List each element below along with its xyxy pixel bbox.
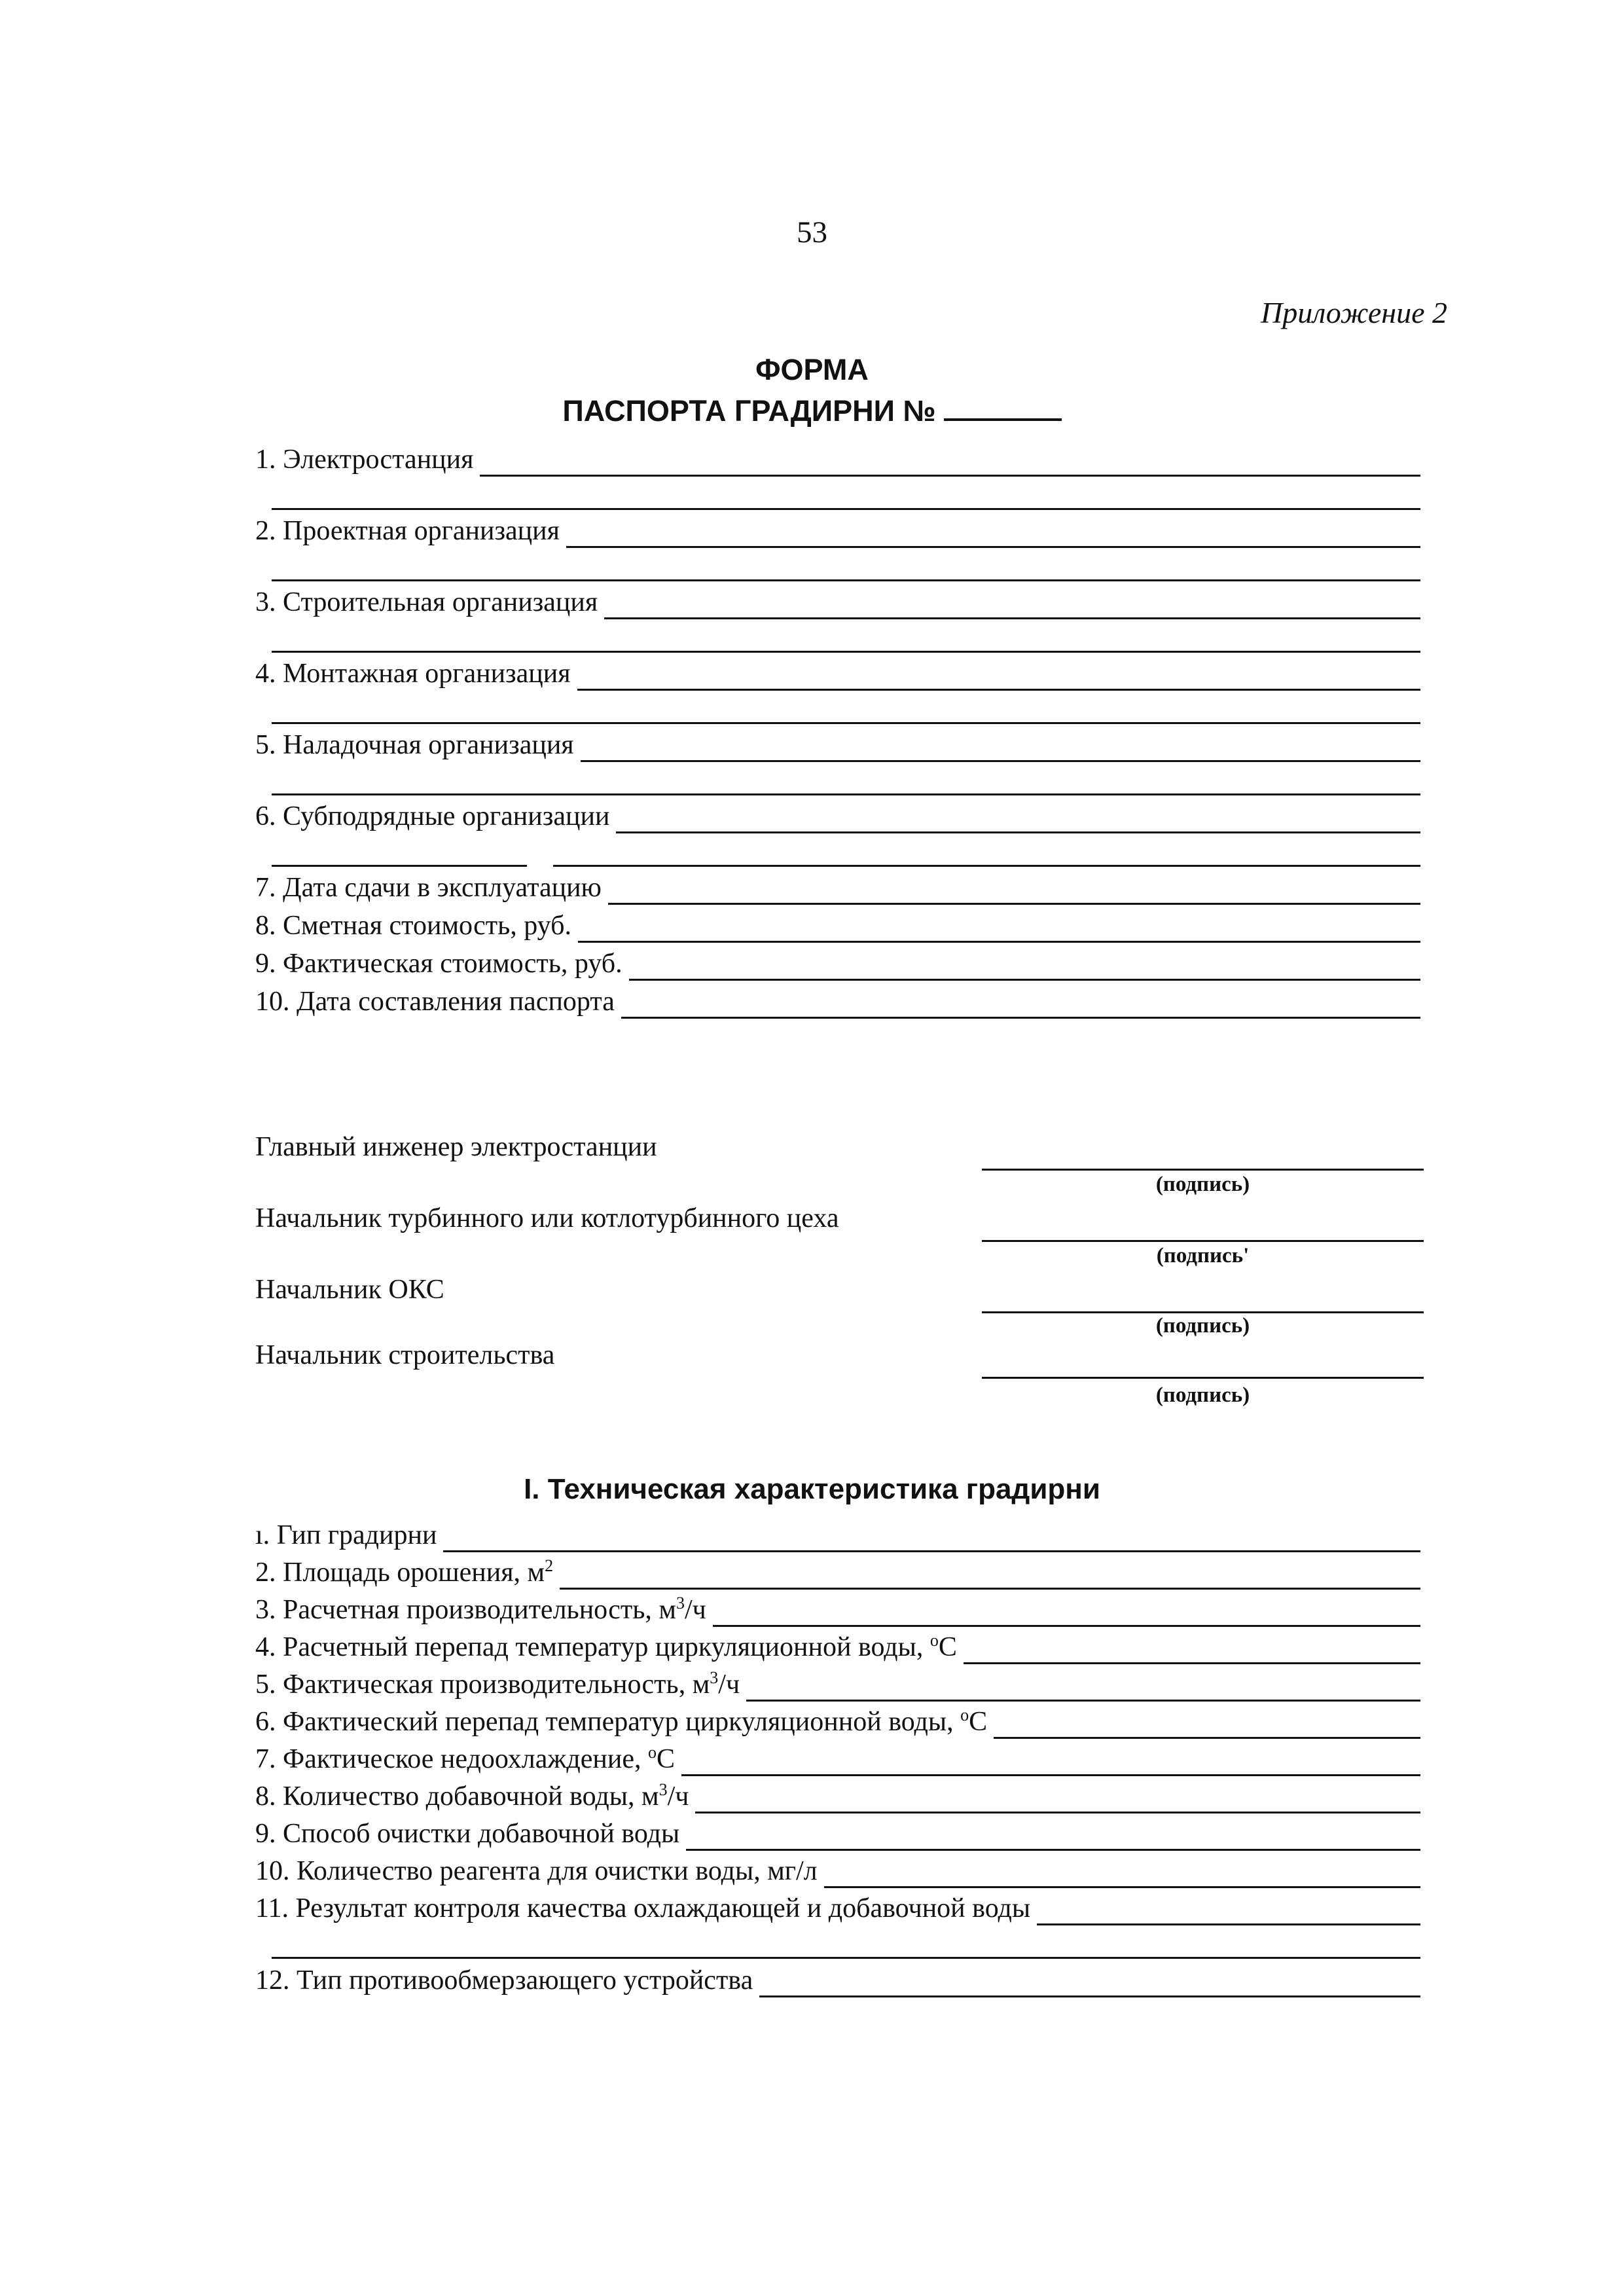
- signature-role-oks-head: Начальник ОКС: [255, 1275, 444, 1305]
- continuation-line[interactable]: [272, 579, 1420, 581]
- passport-number-field[interactable]: [944, 390, 1062, 421]
- field-line[interactable]: [824, 1859, 1420, 1888]
- field-power-station[interactable]: [255, 440, 1420, 477]
- field-estimated-cost[interactable]: [255, 906, 1420, 943]
- field-label: [255, 1705, 994, 1739]
- field-line[interactable]: [621, 989, 1420, 1019]
- signature-caption: (подпись): [1155, 1314, 1250, 1338]
- field-label: 3. Строительная организация: [255, 587, 598, 617]
- unit-superscript: о: [960, 1705, 969, 1724]
- appendix-label: Приложение 2: [1260, 296, 1447, 329]
- tech-field-type[interactable]: [255, 1516, 1420, 1552]
- tech-field-makeup-water-treatment[interactable]: [255, 1814, 1420, 1851]
- signature-caption: (подпись': [1156, 1244, 1250, 1267]
- field-commissioning-organization[interactable]: [255, 725, 1420, 762]
- unit-tail: /ч: [684, 1595, 706, 1625]
- continuation-line[interactable]: [272, 1957, 1420, 1959]
- field-label-text: 2. Площадь орошения, м: [255, 1558, 545, 1588]
- continuation-line[interactable]: [272, 865, 527, 867]
- unit-superscript: 3: [676, 1594, 685, 1613]
- field-label-text: 4. Расчетный перепад температур циркуляционной воды,: [255, 1632, 930, 1662]
- signature-caption: (подпись): [1155, 1173, 1250, 1196]
- field-installation-organization[interactable]: [255, 654, 1420, 691]
- tech-field-design-temp-drop[interactable]: [255, 1628, 1420, 1664]
- signature-role-turbine-shop-head: Начальник турбинного или котлотурбинного цеха: [255, 1203, 839, 1233]
- field-line[interactable]: [566, 519, 1420, 548]
- tech-field-water-quality-control[interactable]: [255, 1889, 1420, 1925]
- continuation-line[interactable]: [553, 865, 1420, 867]
- field-construction-organization[interactable]: [255, 583, 1420, 619]
- tech-field-anti-icing-device[interactable]: [255, 1961, 1420, 1997]
- field-label: 9. Фактическая стоимость, руб.: [255, 949, 623, 979]
- continuation-line[interactable]: [272, 793, 1420, 795]
- field-label: 8. Сметная стоимость, руб.: [255, 911, 571, 941]
- signature-role-construction-head: Начальник строительства: [255, 1340, 555, 1370]
- field-passport-date[interactable]: [255, 982, 1420, 1019]
- field-label: [255, 1667, 746, 1702]
- field-label-text: 8. Количество добавочной воды, м: [255, 1781, 659, 1812]
- unit-superscript: 3: [659, 1780, 668, 1799]
- field-line[interactable]: [681, 1747, 1420, 1776]
- field-subcontractors[interactable]: [255, 797, 1420, 833]
- field-line[interactable]: [964, 1635, 1420, 1664]
- field-line[interactable]: [604, 590, 1420, 619]
- continuation-line[interactable]: [272, 508, 1420, 510]
- field-label: ı. Гип градирни: [255, 1520, 437, 1550]
- field-actual-cost[interactable]: [255, 944, 1420, 981]
- unit-superscript: 3: [710, 1668, 719, 1687]
- field-label-text: 3. Расчетная производительность, м: [255, 1595, 676, 1625]
- field-line[interactable]: [560, 1560, 1420, 1590]
- field-line[interactable]: [686, 1821, 1420, 1851]
- tech-field-irrigation-area[interactable]: [255, 1553, 1420, 1590]
- field-line[interactable]: [443, 1523, 1420, 1552]
- field-label: 12. Тип противообмерзающего устройства: [255, 1965, 753, 1995]
- signature-line[interactable]: [982, 1377, 1424, 1379]
- tech-field-actual-temp-drop[interactable]: [255, 1702, 1420, 1739]
- tech-field-makeup-water-amount[interactable]: [255, 1777, 1420, 1813]
- tech-field-actual-capacity[interactable]: [255, 1665, 1420, 1702]
- unit-superscript: о: [648, 1743, 657, 1762]
- field-label: [255, 1556, 560, 1590]
- field-label: 4. Монтажная организация: [255, 659, 571, 689]
- field-label: [255, 1779, 695, 1813]
- field-label: 5. Наладочная организация: [255, 730, 574, 760]
- field-line[interactable]: [994, 1709, 1420, 1739]
- field-line[interactable]: [695, 1784, 1420, 1813]
- unit-tail: С: [969, 1707, 988, 1737]
- field-label: [255, 1742, 681, 1776]
- signature-caption: (подпись): [1155, 1383, 1250, 1407]
- field-label: 1. Электростанция: [255, 445, 474, 475]
- field-line[interactable]: [713, 1597, 1420, 1627]
- field-line[interactable]: [581, 733, 1420, 762]
- unit-tail: С: [657, 1744, 676, 1774]
- tech-field-design-capacity[interactable]: [255, 1590, 1420, 1627]
- unit-tail: /ч: [718, 1669, 740, 1700]
- field-label-text: 6. Фактический перепад температур циркуляционной воды,: [255, 1707, 961, 1737]
- field-line[interactable]: [746, 1672, 1420, 1702]
- unit-superscript: 2: [545, 1556, 554, 1575]
- field-label: [255, 1630, 964, 1664]
- signature-role-chief-engineer: Главный инженер электростанции: [255, 1132, 657, 1162]
- form-subtitle-text: ПАСПОРТА ГРАДИРНИ №: [562, 394, 936, 428]
- field-line[interactable]: [759, 1968, 1420, 1997]
- tech-field-actual-undercooling[interactable]: [255, 1740, 1420, 1776]
- tech-field-reagent-amount[interactable]: [255, 1851, 1420, 1888]
- field-design-organization[interactable]: [255, 511, 1420, 548]
- field-label: 7. Дата сдачи в эксплуатацию: [255, 873, 602, 903]
- field-line[interactable]: [608, 875, 1420, 905]
- field-commissioning-date[interactable]: [255, 868, 1420, 905]
- page-number: 53: [797, 215, 827, 249]
- field-line[interactable]: [616, 804, 1420, 833]
- continuation-line[interactable]: [272, 722, 1420, 724]
- field-label: 10. Дата составления паспорта: [255, 987, 615, 1017]
- field-label: 2. Проектная организация: [255, 516, 560, 546]
- unit-tail: /ч: [667, 1781, 689, 1812]
- field-line[interactable]: [629, 951, 1420, 981]
- field-label: 9. Способ очистки добавочной воды: [255, 1819, 680, 1849]
- section-title: I. Техническая характеристика градирни: [524, 1473, 1100, 1505]
- field-label: 11. Результат контроля качества охлаждающей и добавочной воды: [255, 1893, 1031, 1923]
- field-line[interactable]: [1037, 1896, 1420, 1925]
- field-line[interactable]: [578, 913, 1420, 943]
- field-line[interactable]: [577, 661, 1420, 691]
- field-line[interactable]: [480, 447, 1420, 477]
- field-label-text: 7. Фактическое недоохлаждение,: [255, 1744, 648, 1774]
- field-label-text: 5. Фактическая производительность, м: [255, 1669, 710, 1700]
- form-subtitle: [0, 390, 1624, 431]
- field-label: [255, 1593, 713, 1627]
- unit-tail: С: [938, 1632, 957, 1662]
- unit-superscript: о: [929, 1631, 939, 1650]
- continuation-line[interactable]: [272, 651, 1420, 653]
- field-label: 10. Количество реагента для очистки воды, мг/л: [255, 1856, 818, 1886]
- field-label: 6. Субподрядные организации: [255, 801, 610, 831]
- form-title: ФОРМА: [755, 353, 869, 386]
